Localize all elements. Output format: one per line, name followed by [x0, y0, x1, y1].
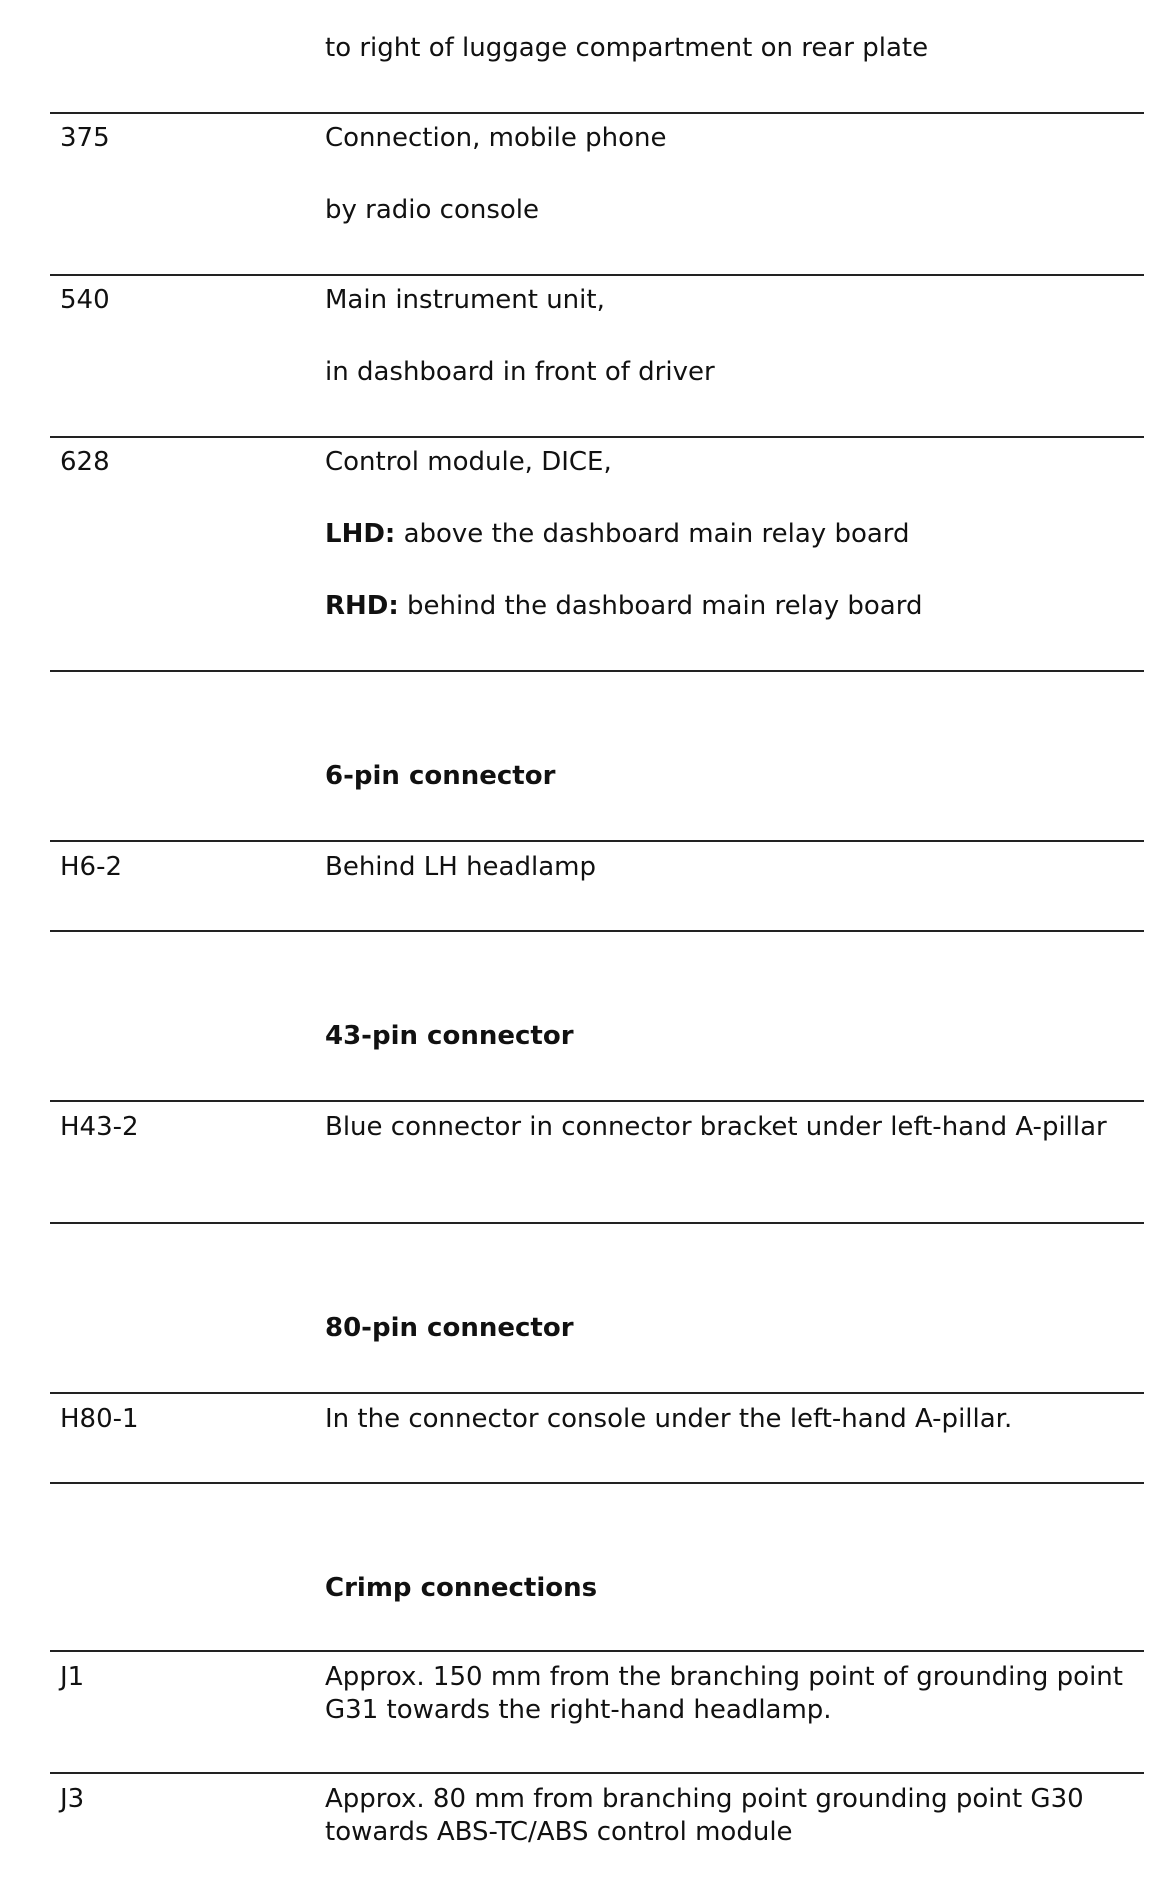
row-divider: [50, 1100, 1144, 1102]
row-code-h43-2: H43-2: [60, 1112, 139, 1142]
row-desc-540-line1: Main instrument unit,: [325, 285, 605, 315]
row-divider: [50, 436, 1144, 438]
row-desc-h6-2: Behind LH headlamp: [325, 852, 596, 882]
row-divider: [50, 112, 1144, 114]
row-desc-628-lhd: [325, 518, 910, 551]
row-code-j1: J1: [60, 1662, 85, 1692]
row-desc-628-line1: Control module, DICE,: [325, 447, 612, 477]
row-desc-h43-2: Blue connector in connector bracket under left-hand A-pillar: [325, 1112, 1107, 1142]
row-desc-375-line2: by radio console: [325, 195, 540, 225]
lhd-text: above the dashboard main relay board: [395, 519, 910, 549]
row-divider: [50, 1392, 1144, 1394]
row-code-h80-1: H80-1: [60, 1404, 139, 1434]
row-desc-375-line1: Connection, mobile phone: [325, 123, 667, 153]
row-desc-628-rhd: [325, 590, 922, 623]
row-code-375: 375: [60, 123, 110, 153]
section-heading-43-pin: 43-pin connector: [325, 1021, 574, 1051]
row-desc-h80-1: In the connector console under the left-hand A-pillar.: [325, 1404, 1013, 1434]
row-code-540: 540: [60, 285, 110, 315]
row-divider: [50, 1772, 1144, 1774]
section-heading-crimp: Crimp connections: [325, 1573, 598, 1603]
rhd-label: RHD:: [325, 591, 399, 621]
row-desc-j1: Approx. 150 mm from the branching point of grounding point G31 towards the right-hand headlamp.: [325, 1662, 1123, 1725]
row-divider: [50, 670, 1144, 672]
row-code-j3: J3: [60, 1784, 85, 1814]
row-continued-desc: to right of luggage compartment on rear plate: [325, 33, 929, 63]
section-heading-80-pin: 80-pin connector: [325, 1313, 574, 1343]
row-divider: [50, 1650, 1144, 1652]
section-heading-6-pin: 6-pin connector: [325, 761, 556, 791]
row-divider: [50, 840, 1144, 842]
lhd-label: LHD:: [325, 519, 396, 549]
row-code-628: 628: [60, 447, 110, 477]
row-code-h6-2: H6-2: [60, 852, 123, 882]
rhd-text: behind the dashboard main relay board: [398, 591, 923, 621]
row-desc-j3: Approx. 80 mm from branching point grounding point G30 towards ABS-TC/ABS control module: [325, 1784, 1084, 1847]
row-divider: [50, 930, 1144, 932]
row-divider: [50, 274, 1144, 276]
row-desc-540-line2: in dashboard in front of driver: [325, 357, 715, 387]
row-divider: [50, 1222, 1144, 1224]
row-divider: [50, 1482, 1144, 1484]
